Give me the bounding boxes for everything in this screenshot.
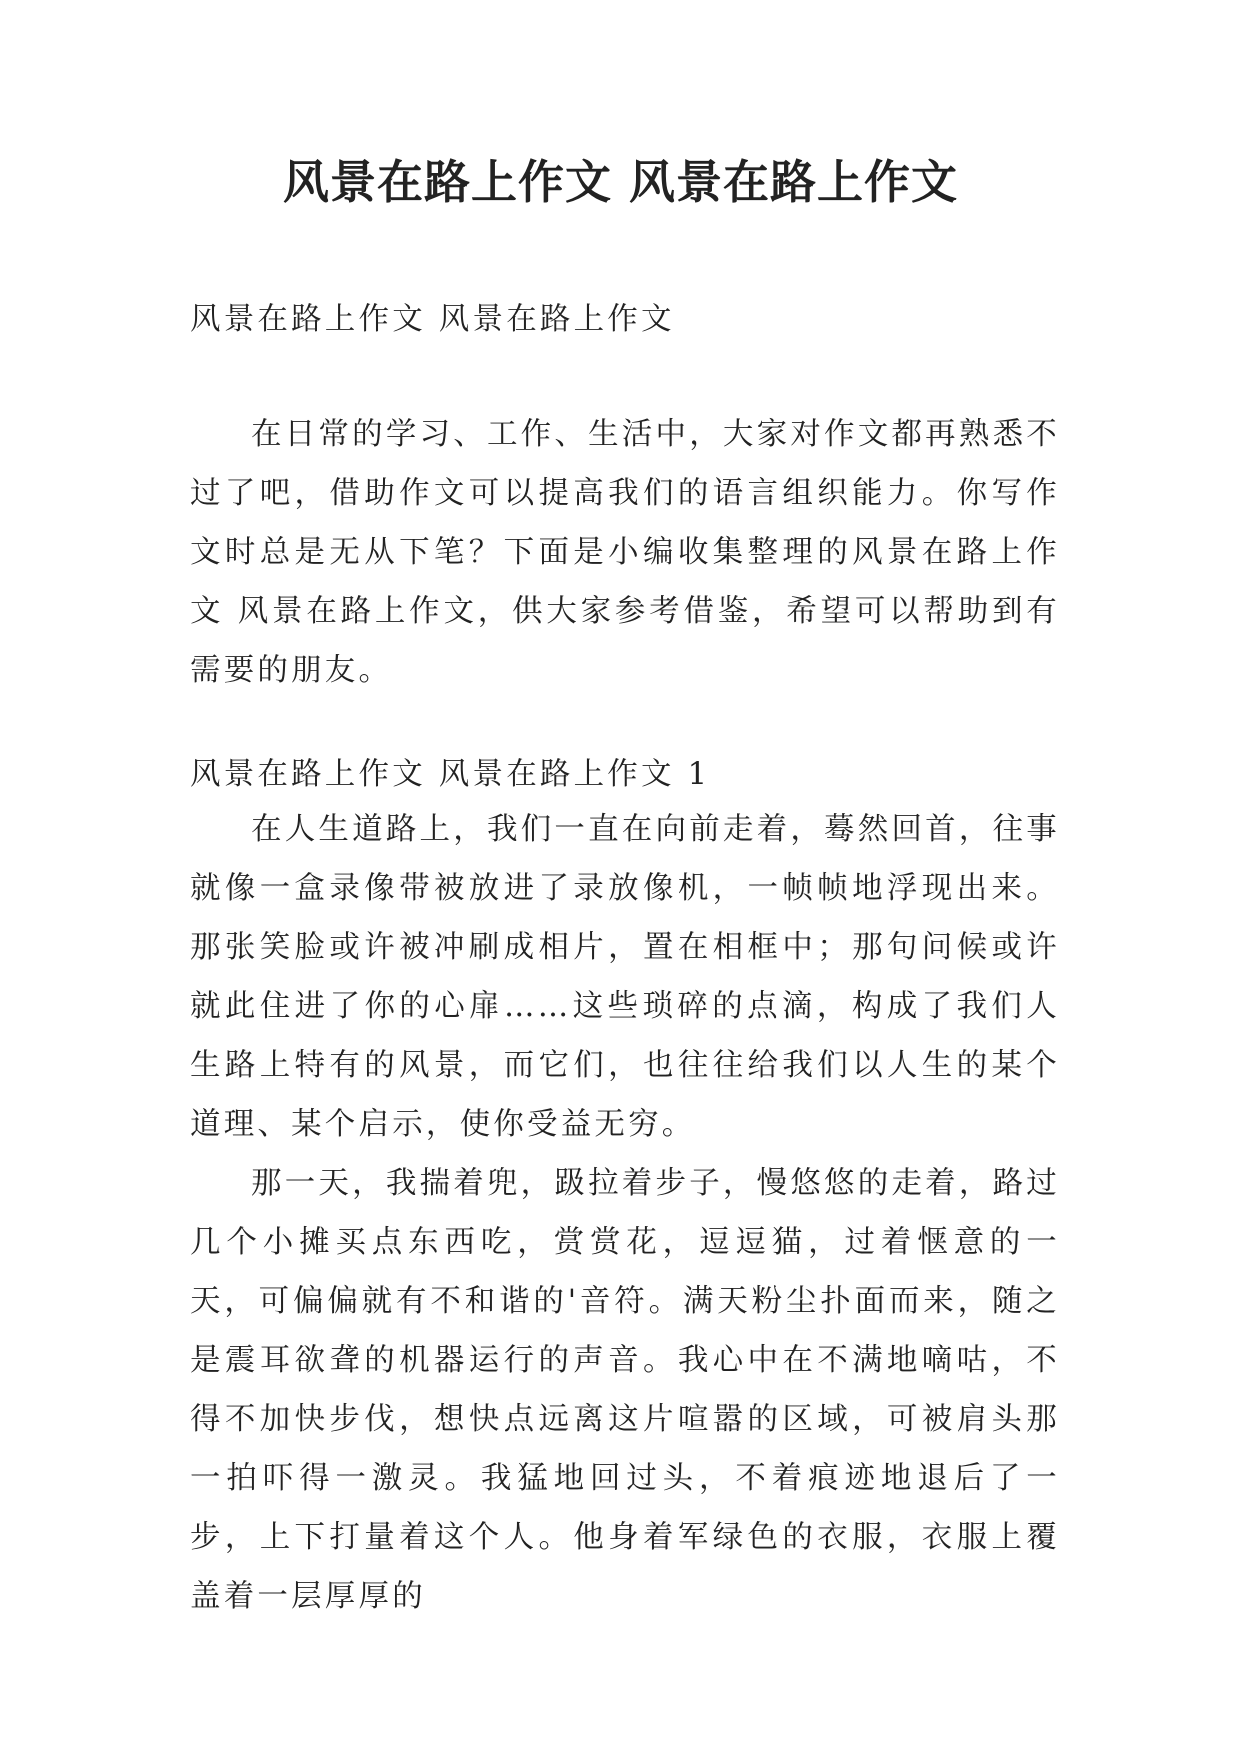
document-subtitle: 风景在路上作文 风景在路上作文	[190, 302, 675, 337]
document-title: 风景在路上作文 风景在路上作文	[282, 155, 958, 209]
body-paragraph: 那一天，我揣着兜，趿拉着步子，慢悠悠的走着，路过几个小摊买点东西吃，赏赏花，逗逗猫，过着惬意的一天，可偏偏就有不和谐的'音符。满天粉尘扑面而来，随之是震耳欲聋的机器运行的声音。我心中在不满地嘀咕，不得不加快步伐，想快点远离这片喧嚣的区域，可被肩头那一拍吓得一激灵。我猛地回过头，不着痕迹地退后了一步，上下打量着这个人。他身着军绿色的衣服，衣服上覆盖着一层厚厚的	[190, 1166, 1060, 1614]
section-heading: 风景在路上作文 风景在路上作文 1	[190, 757, 711, 792]
body-paragraph: 在人生道路上，我们一直在向前走着，蓦然回首，往事就像一盒录像带被放进了录放像机，一帧帧地浮现出来。那张笑脸或许被冲刷成相片，置在相框中；那句问候或许就此住进了你的心扉……这些琐碎的点滴，构成了我们人生路上特有的风景，而它们，也往往给我们以人生的某个道理、某个启示，使你受益无穷。	[190, 812, 1060, 1142]
intro-paragraph: 在日常的学习、工作、生活中，大家对作文都再熟悉不过了吧，借助作文可以提高我们的语言组织能力。你写作文时总是无从下笔？下面是小编收集整理的风景在路上作文 风景在路上作文，供大家参考借鉴，希望可以帮助到有需要的朋友。	[190, 417, 1060, 688]
